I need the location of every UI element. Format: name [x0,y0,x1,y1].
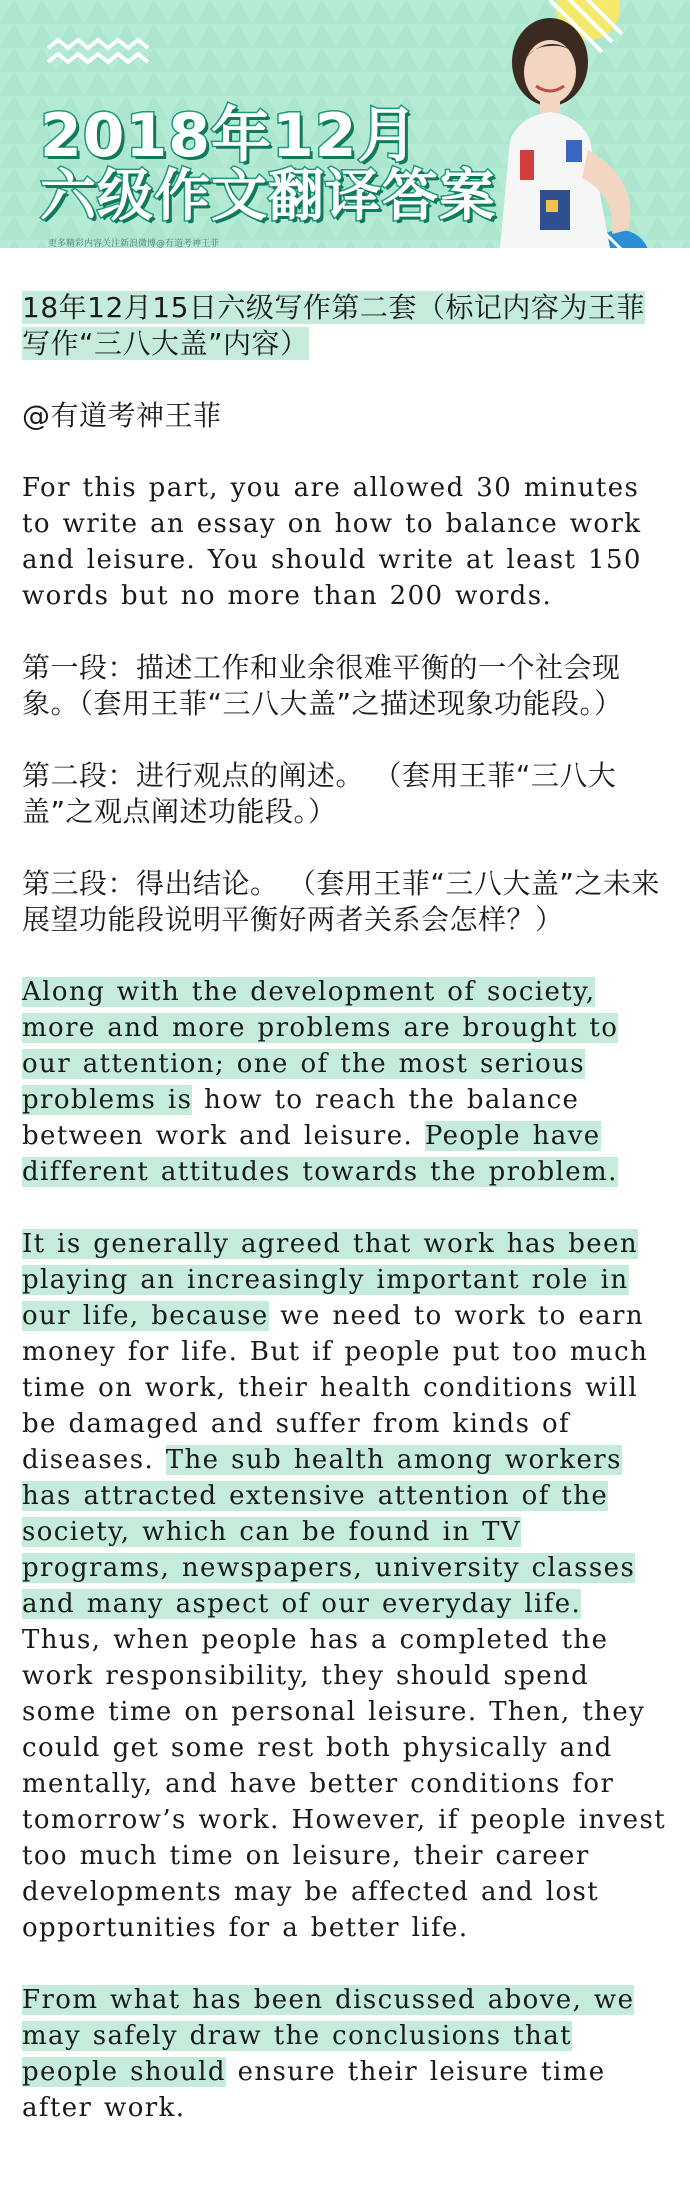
banner-title-date: 2018年12月 [40,101,419,171]
header-banner [0,0,690,248]
essay-paragraph-1 [22,974,670,1190]
plain-text: Thus, when people has a completed the work responsibility, they should spend some time on personal leisure. Then, they could get some rest both physically and mentally, and have better conditions for tomorrow’s work. However, if people invest too much time on leisure, their career developments may be affected and lost opportunities for a better life. [22,1625,667,1943]
plain-text: we need to work to earn money for life. But if people put too much time on work, their health conditions will be damaged and suffer from kinds of diseases. [22,1301,649,1475]
article-body [22,290,670,2126]
article-heading-text: 18年12月15日六级写作第二套（标记内容为王菲写作“三八大盖”内容） [22,291,645,360]
writing-prompt: For this part, you are allowed 30 minutes to write an essay on how to balance work and leisure. You should write at least 150 words but no more than 200 words. [22,473,642,611]
author-handle: @有道考神王菲 [22,399,222,432]
plain-text: ensure their leisure time after work. [22,2057,606,2123]
essay-paragraph-2 [22,1226,670,1946]
outline-paragraph-2: 第二段：进行观点的阐述。 （套用王菲“三八大盖”之观点阐述功能段。） [22,759,617,828]
article-heading [22,290,670,362]
essay-paragraph-3 [22,1982,670,2126]
outline-paragraph-3: 第三段：得出结论。 （套用王菲“三八大盖”之未来展望功能段说明平衡好两者关系会怎样？） [22,867,660,936]
banner-follow-note: 更多精彩内容关注新浪微博@有道考神王菲 [48,239,220,248]
outline-paragraph-1: 第一段：描述工作和业余很难平衡的一个社会现象。（套用王菲“三八大盖”之描述现象功能段。） [22,651,623,720]
banner-title-subject: 六级作文翻译答案 [40,164,496,229]
highlighted-text: From what has been discussed above, we may safely draw the conclusions that people should [22,1985,635,2087]
plain-text: how to reach the balance between work and leisure. [22,1085,580,1151]
highlighted-text: Along with the development of society, more and more problems are brought to our attention; one of the most serious problems is [22,977,619,1115]
highlighted-text: People have different attitudes towards the problem. [22,1121,618,1187]
highlighted-text: The sub health among workers has attracted extensive attention of the society, which can be found in TV programs, newspapers, university classes and many aspect of our everyday life. [22,1445,636,1619]
highlighted-text: It is generally agreed that work has been playing an increasingly important role in our life, because [22,1229,639,1331]
